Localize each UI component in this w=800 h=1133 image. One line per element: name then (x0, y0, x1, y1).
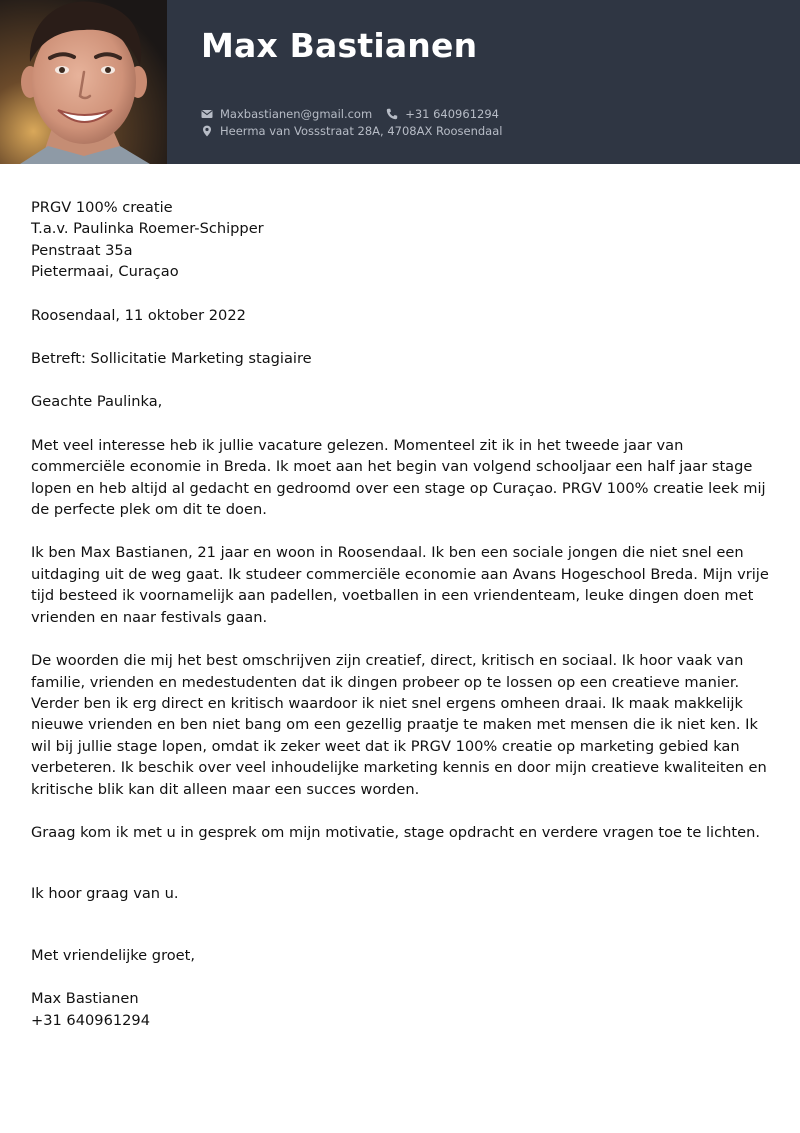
profile-photo (0, 0, 167, 164)
paragraph-qualities: De woorden die mij het best omschrijven zijn creatief, direct, kritisch en sociaal. Ik hoor vaak van familie, vrienden en medestudenten dat ik dingen probeer op te lossen op een creatieve manier. Verder ben ik erg direct en kritisch waardoor ik niet snel ergens omheen draai. Ik maak makkelijk nieuwe vrienden en ben niet bang om een gezellig praatje te maken met mensen die ik niet ken. Ik wil bij jullie stage lopen, omdat ik zeker weet dat ik PRGV 100% creatie op marketing gebied kan verbeteren. Ik beschik over veel inhoudelijke marketing kennis en door mijn creatieve kwaliteiten en kritische blik kan dit alleen maar een succes worden. (31, 652, 767, 798)
applicant-name: Max Bastianen (201, 26, 478, 65)
date-line: Roosendaal, 11 oktober 2022 (31, 306, 246, 324)
phone-number[interactable]: +31 640961294 (405, 107, 499, 121)
recipient-attention: T.a.v. Paulinka Roemer-Schipper (31, 220, 264, 238)
envelope-icon (201, 108, 213, 120)
profile-photo-illustration (0, 0, 167, 164)
recipient-block (31, 197, 776, 283)
home-address: Heerma van Vossstraat 28A, 4708AX Roosendaal (220, 124, 503, 138)
recipient-city: Pietermaai, Curaçao (31, 263, 179, 281)
closing-greeting: Met vriendelijke groet, (31, 946, 196, 964)
phone-icon (386, 108, 398, 120)
recipient-company: PRGV 100% creatie (31, 199, 173, 216)
recipient-street: Penstraat 35a (31, 241, 133, 259)
signature-block (31, 988, 776, 1031)
signature-phone: +31 640961294 (31, 1011, 151, 1029)
contact-row-email-phone (201, 106, 499, 122)
signature-name: Max Bastianen (31, 990, 139, 1008)
salutation: Geachte Paulinka, (31, 393, 163, 411)
email-link[interactable]: Maxbastianen@gmail.com (220, 107, 373, 121)
contact-row-address (201, 123, 502, 139)
letter-header (0, 0, 800, 164)
paragraph-closing-request: Graag kom ik met u in gesprek om mijn motivatie, stage opdracht en verdere vragen toe te lichten. (31, 823, 760, 841)
paragraph-about: Ik ben Max Bastianen, 21 jaar en woon in Roosendaal. Ik ben een sociale jongen die niet snel een uitdaging uit de weg gaat. Ik studeer commerciële economie aan Avans Hogeschool Breda. Mijn vrije tijd besteed ik voornamelijk aan padellen, voetballen in een vriendenteam, leuke dingen doen met vrienden en naar festivals gaan. (31, 544, 769, 626)
paragraph-intro: Met veel interesse heb ik jullie vacature gelezen. Momenteel zit ik in het tweede jaar van commerciële economie in Breda. Ik moet aan het begin van volgend schooljaar een half jaar stage lopen en heb altijd al gedacht en gedroomd over een stage op Curaçao. PRGV 100% creatie leek mij de perfecte plek om dit te doen. (31, 436, 766, 519)
subject-line: Betreft: Sollicitatie Marketing stagiaire (31, 350, 312, 368)
location-pin-icon (201, 125, 213, 137)
closing-remark: Ik hoor graag van u. (31, 885, 179, 903)
letter-body (31, 197, 776, 1031)
